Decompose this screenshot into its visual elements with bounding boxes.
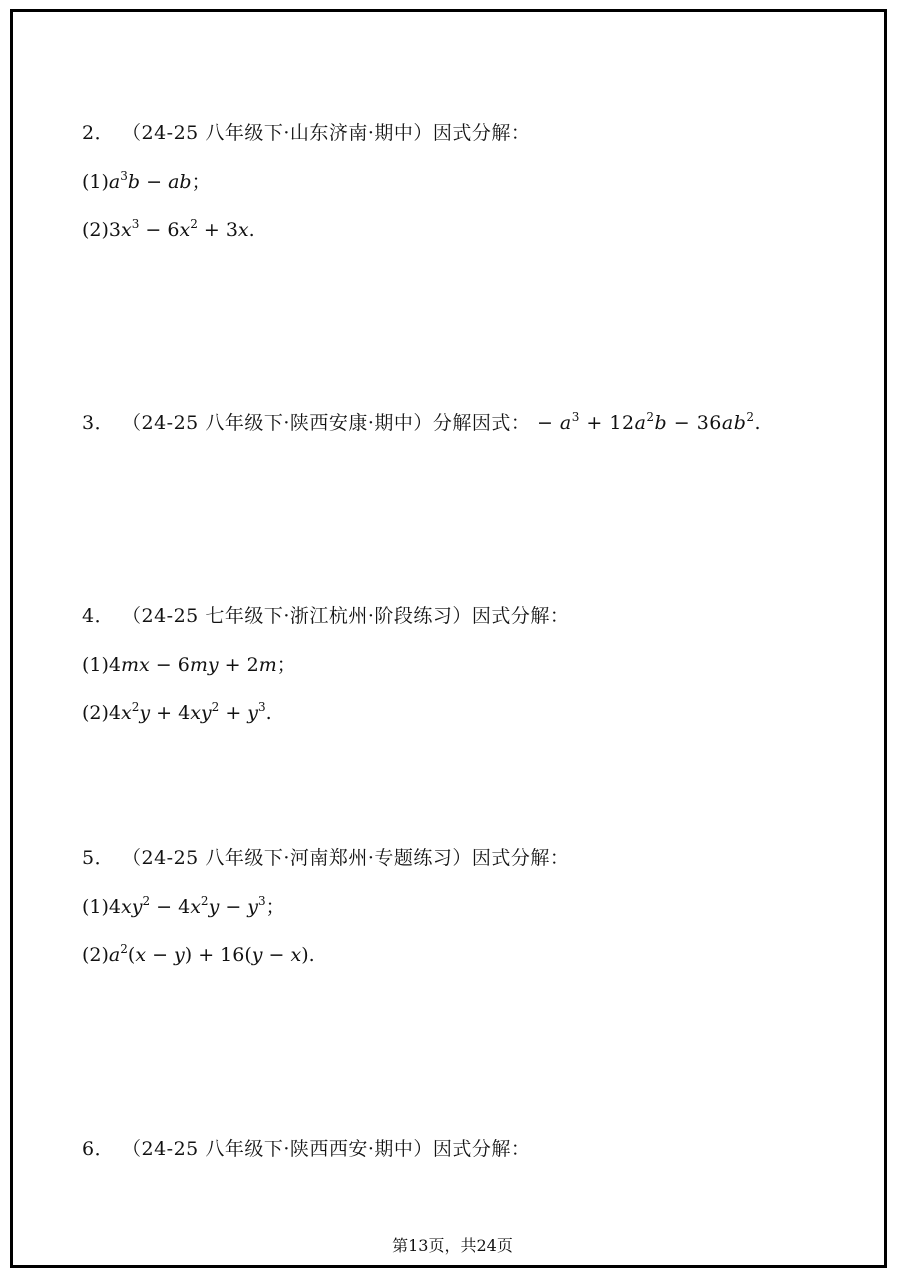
page-border	[10, 9, 887, 1268]
question-5-header	[82, 846, 569, 870]
math-expression: $4xy^2 - 4x^2y - y^3$；	[108, 894, 285, 918]
math-expression: $a^3b$ − ab；	[108, 169, 211, 193]
math-expression: $a^2(x - y) + 16(y - x)$.	[108, 942, 315, 966]
question-2-part-2	[82, 218, 255, 242]
math-expression: − $a^3 + 12a^2b - 36ab^2$.	[530, 410, 762, 434]
question-4-header	[82, 604, 569, 628]
math-expression: 4mx − 6my + 2m；	[108, 654, 296, 676]
question-number: 3．	[82, 412, 115, 434]
math-expression: $4x^2y + 4xy^2 + y^3$.	[108, 700, 272, 724]
question-number: 6．	[82, 1138, 115, 1160]
question-source: （24-25 七年级下·浙江杭州·阶段练习）因式分解：	[122, 605, 570, 627]
part-label: (1)	[82, 171, 109, 193]
question-3-header	[82, 411, 761, 435]
question-2-part-1	[82, 170, 211, 194]
question-2-header	[82, 121, 530, 145]
page-footer: 第13页，共24页	[392, 1236, 513, 1255]
part-label: (1)	[82, 654, 109, 676]
question-source: （24-25 八年级下·山东济南·期中）因式分解：	[122, 122, 531, 144]
question-source: （24-25 八年级下·陕西西安·期中）因式分解：	[122, 1138, 531, 1160]
question-number: 4．	[82, 605, 115, 627]
question-5-part-1	[82, 895, 285, 919]
part-label: (1)	[82, 896, 109, 918]
part-label: (2)	[82, 219, 109, 241]
question-5-part-2	[82, 943, 315, 967]
question-source: （24-25 八年级下·河南郑州·专题练习）因式分解：	[122, 847, 570, 869]
part-label: (2)	[82, 944, 109, 966]
part-label: (2)	[82, 702, 109, 724]
question-source: （24-25 八年级下·陕西安康·期中）分解因式：	[122, 412, 531, 434]
question-6-header	[82, 1137, 530, 1161]
question-number: 2．	[82, 122, 115, 144]
math-expression: $3x^3 - 6x^2 + 3x$.	[108, 217, 255, 241]
question-4-part-2	[82, 701, 272, 725]
question-4-part-1	[82, 653, 296, 677]
question-number: 5．	[82, 847, 115, 869]
